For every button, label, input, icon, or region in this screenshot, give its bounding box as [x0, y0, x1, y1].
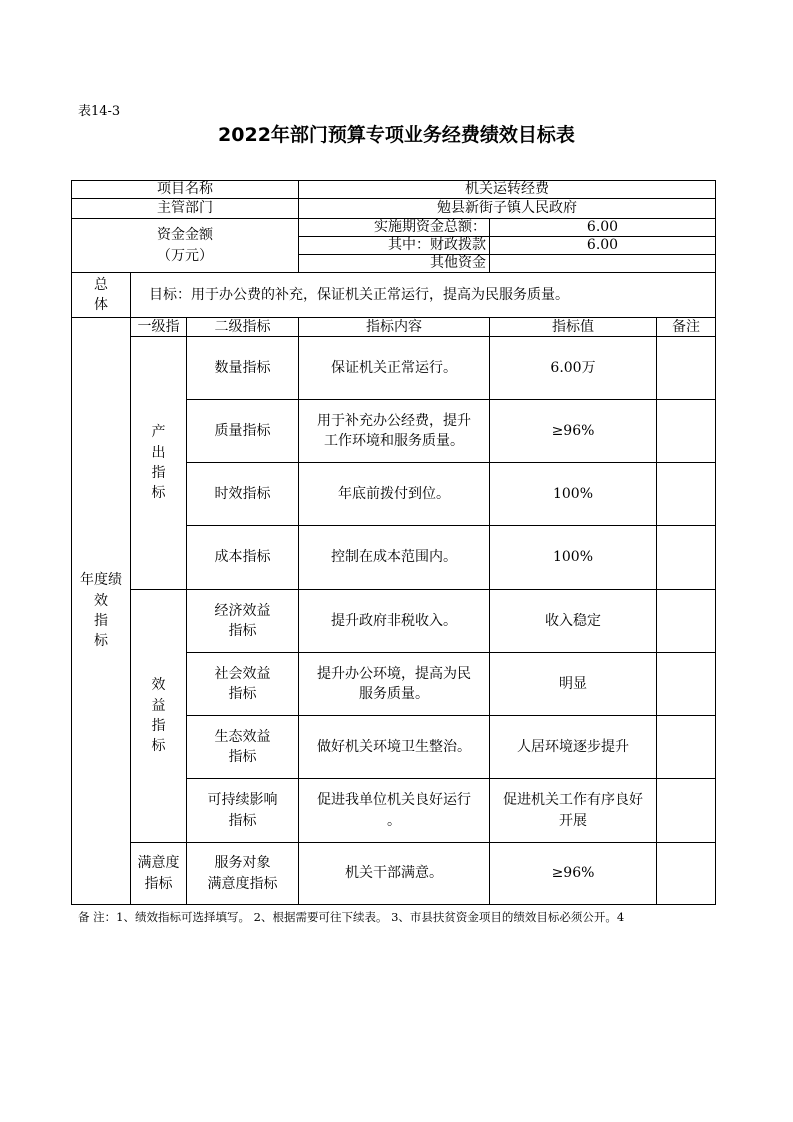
row-value-line: 收入稳定 [545, 612, 601, 629]
department-value: 勉县新街子镇人民政府 [298, 198, 716, 219]
row-value [489, 462, 657, 526]
funds-other-value [489, 254, 716, 273]
row-content-line: 年底前拨付到位。 [338, 485, 450, 502]
header-content: 指标内容 [298, 317, 490, 337]
header-level1: 一级指 [130, 317, 187, 337]
row-content-line: 服务质量。 [359, 686, 429, 702]
row-content-line: 提升政府非税收入。 [331, 612, 457, 629]
output-label-char: 产 [151, 424, 166, 441]
annual-indicators-label [71, 317, 131, 905]
row-name-line: 指标 [228, 812, 257, 829]
row-name [186, 399, 299, 463]
row-name [186, 715, 299, 779]
row-content [298, 525, 490, 590]
output-label-char: 标 [151, 485, 166, 502]
row-note [656, 652, 716, 716]
row-content [298, 336, 490, 400]
row-value [489, 842, 657, 905]
funds-unit: （万元） [157, 247, 213, 264]
row-name [186, 336, 299, 400]
row-value [489, 778, 657, 843]
row-content [298, 399, 490, 463]
benefit-label-char: 标 [151, 738, 166, 755]
row-content [298, 842, 490, 905]
row-value [489, 336, 657, 400]
row-value-line: 100% [552, 485, 594, 502]
row-value-line: 促进机关工作有序良好 [503, 792, 643, 809]
funds-total-label: 实施期资金总额： [298, 218, 490, 237]
row-name [186, 525, 299, 590]
overall-label [71, 272, 131, 318]
funds-fiscal-label: 其中：财政拨款 [298, 236, 490, 255]
annual-label-char: 标 [94, 633, 108, 650]
benefit-label-char: 效 [151, 677, 166, 694]
row-value-line: 6.00万 [550, 359, 596, 376]
benefit-label-char: 益 [151, 697, 166, 714]
row-note [656, 589, 716, 653]
funds-other-label: 其他资金 [298, 254, 490, 273]
row-note [656, 462, 716, 526]
funds-label-text: 资金金额 [157, 227, 213, 244]
header-level2: 二级指标 [186, 317, 299, 337]
row-name-line: 满意度指标 [207, 875, 278, 892]
row-name [186, 652, 299, 716]
row-note [656, 336, 716, 400]
output-label-char: 指 [151, 465, 166, 481]
table-code: 表14-3 [78, 104, 121, 119]
annual-label-char: 指 [94, 613, 108, 629]
row-value-line: ≥96% [551, 865, 595, 882]
row-name-line: 经济效益 [214, 602, 271, 619]
header-note: 备注 [656, 317, 716, 337]
satisfaction-label-line: 满意度 [137, 855, 180, 872]
performance-table [71, 180, 716, 905]
row-value [489, 589, 657, 653]
row-content [298, 715, 490, 779]
header-value: 指标值 [489, 317, 657, 337]
project-name-value: 机关运转经费 [298, 180, 716, 199]
row-value [489, 399, 657, 463]
row-name-line: 时效指标 [214, 485, 271, 502]
row-note [656, 778, 716, 843]
funds-fiscal-value: 6.00 [489, 236, 716, 255]
row-content [298, 652, 490, 716]
row-name-line: 成本指标 [214, 549, 271, 566]
row-name-line: 生态效益 [214, 728, 271, 745]
row-name-line: 服务对象 [214, 855, 271, 872]
row-name-line: 可持续影响 [207, 792, 278, 809]
benefit-indicators-label [130, 589, 187, 843]
row-name [186, 842, 299, 905]
row-name-line: 数量指标 [214, 359, 271, 376]
row-name [186, 462, 299, 526]
row-name-line: 社会效益 [214, 665, 271, 682]
row-content-line: 控制在成本范围内。 [331, 549, 457, 566]
funds-label [71, 218, 299, 273]
row-name-line: 指标 [228, 623, 257, 639]
row-content-line: 用于补充办公经费，提升 [317, 412, 471, 429]
satisfaction-indicators-label [130, 842, 187, 905]
row-content-line: 机关干部满意。 [345, 865, 443, 882]
row-note [656, 715, 716, 779]
overall-label-char: 体 [94, 297, 108, 313]
row-value-line: 开展 [559, 812, 587, 829]
department-label: 主管部门 [71, 198, 299, 219]
row-value-line: 100% [552, 549, 594, 566]
row-name-line: 指标 [228, 749, 257, 765]
project-name-label: 项目名称 [71, 180, 299, 199]
row-content-line: 促进我单位机关良好运行 [317, 792, 471, 809]
output-indicators-label [130, 336, 187, 590]
row-content-line: 保证机关正常运行。 [331, 359, 457, 376]
row-value [489, 652, 657, 716]
row-name [186, 589, 299, 653]
footnote: 备 注：1、绩效指标可选择填写。 2、根据需要可往下续表。 3、市县扶贫资金项目的绩效目标必须公开。4 [78, 910, 625, 924]
page-title: 2022年部门预算专项业务经费绩效目标表 [218, 124, 575, 146]
row-value-line: 明显 [559, 675, 587, 692]
row-content [298, 462, 490, 526]
satisfaction-label-line: 指标 [144, 875, 173, 892]
row-note [656, 525, 716, 590]
row-name-line: 指标 [228, 686, 257, 702]
row-value-line: ≥96% [551, 422, 595, 439]
funds-total-value: 6.00 [489, 218, 716, 237]
overall-label-char: 总 [94, 276, 108, 293]
row-content [298, 778, 490, 843]
row-value [489, 525, 657, 590]
row-note [656, 399, 716, 463]
annual-label-char: 年度绩 [80, 572, 122, 589]
row-name [186, 778, 299, 843]
row-content-line: 提升办公环境，提高为民 [317, 665, 471, 682]
row-content-line: 。 [387, 812, 401, 829]
output-label-char: 出 [151, 444, 166, 461]
row-name-line: 质量指标 [214, 422, 271, 439]
overall-goal: 目标：用于办公费的补充，保证机关正常运行，提高为民服务质量。 [130, 272, 716, 318]
annual-label-char: 效 [94, 592, 108, 609]
row-content-line: 工作环境和服务质量。 [324, 433, 464, 449]
row-value [489, 715, 657, 779]
row-value-line: 人居环境逐步提升 [517, 738, 629, 755]
row-note [656, 842, 716, 905]
row-content [298, 589, 490, 653]
benefit-label-char: 指 [151, 718, 166, 734]
row-content-line: 做好机关环境卫生整治。 [317, 738, 471, 755]
